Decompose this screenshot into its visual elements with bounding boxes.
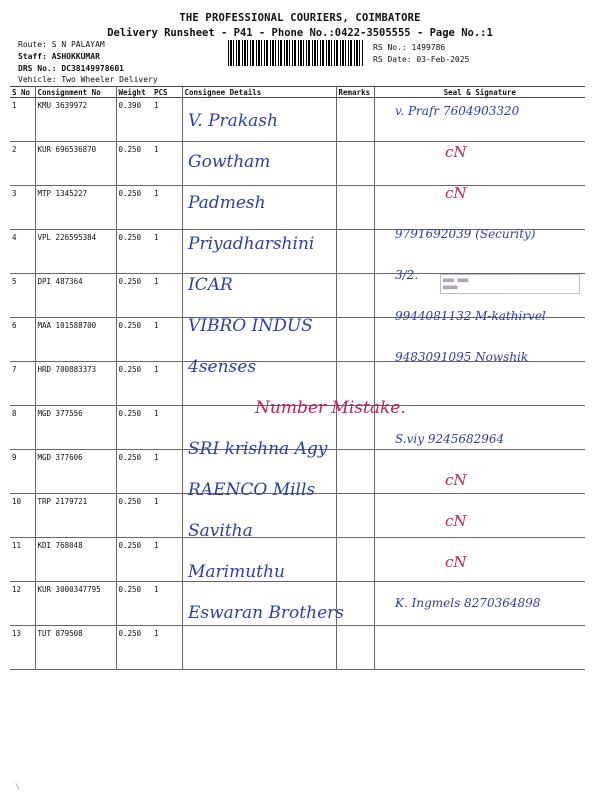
cell-consignment: MTP 1345227	[35, 186, 116, 230]
cell-pcs: 1	[152, 142, 182, 186]
cell-seal	[374, 494, 585, 538]
cell-pcs: 1	[152, 186, 182, 230]
runsheet-table	[10, 86, 585, 670]
cell-sno: 1	[10, 98, 35, 142]
vehicle-text: Vehicle: Two Wheeler Delivery	[18, 75, 158, 84]
corner-mark: \	[15, 782, 20, 791]
cell-sno: 3	[10, 186, 35, 230]
rs-date-text: RS Date: 03-Feb-2025	[373, 55, 470, 64]
handwritten-consignee: ICAR	[188, 275, 233, 295]
cell-pcs: 1	[152, 98, 182, 142]
cell-pcs: 1	[152, 230, 182, 274]
cell-remarks	[336, 626, 374, 670]
col-consignment: Consignment No	[35, 87, 116, 98]
cell-pcs: 1	[152, 274, 182, 318]
cell-pcs: 1	[152, 318, 182, 362]
cell-weight: 0.250	[116, 582, 152, 626]
handwritten-signature: cN	[445, 184, 467, 202]
cell-sno: 8	[10, 406, 35, 450]
cell-sno: 2	[10, 142, 35, 186]
table-row	[10, 538, 585, 582]
handwritten-signature: cN	[445, 512, 467, 530]
cell-sno: 12	[10, 582, 35, 626]
cell-consignment: HRD 700883373	[35, 362, 116, 406]
handwritten-signature: 3/2.	[395, 268, 419, 282]
cell-remarks	[336, 450, 374, 494]
cell-weight: 0.250	[116, 450, 152, 494]
cell-consignment: DPI 487364	[35, 274, 116, 318]
runsheet-title: THE PROFESSIONAL COURIERS, COIMBATORE	[179, 12, 421, 24]
cell-consignment: TRP 2179721	[35, 494, 116, 538]
cell-weight: 0.250	[116, 538, 152, 582]
handwritten-signature: 9791692039 (Security)	[395, 227, 536, 241]
col-remarks: Remarks	[336, 87, 374, 98]
handwritten-consignee: RAENCO Mills	[188, 480, 316, 500]
staff-text: Staff: ASHOKKUMAR	[18, 52, 100, 61]
col-weight: Weight	[116, 87, 152, 98]
handwritten-signature: v. Prafr 7604903320	[395, 104, 520, 118]
cell-consignment: TUT 879508	[35, 626, 116, 670]
handwritten-consignee: 4senses	[188, 357, 257, 377]
handwritten-signature: K. Ingmels 8270364898	[395, 596, 541, 610]
seal-stamp: ■■■ ■■■ ■■■■	[440, 274, 580, 304]
table-row	[10, 142, 585, 186]
barcode-image	[228, 40, 363, 66]
cell-weight: 0.250	[116, 362, 152, 406]
cell-weight: 0.250	[116, 626, 152, 670]
cell-remarks	[336, 494, 374, 538]
cell-remarks	[336, 230, 374, 274]
handwritten-consignee: Marimuthu	[188, 562, 285, 582]
cell-consignment: VPL 226595384	[35, 230, 116, 274]
runsheet-subtitle: Delivery Runsheet - P41 - Phone No.:0422-3505555 - Page No.:1	[107, 27, 493, 39]
cell-consignment: KUR 3000347795	[35, 582, 116, 626]
cell-pcs: 1	[152, 450, 182, 494]
handwritten-signature: 9944081132 M-kathirvel	[395, 309, 546, 323]
cell-weight: 0.250	[116, 230, 152, 274]
cell-sno: 10	[10, 494, 35, 538]
cell-consignment: MGD 377556	[35, 406, 116, 450]
cell-consignment: MAA 101588700	[35, 318, 116, 362]
cell-sno: 4	[10, 230, 35, 274]
cell-weight: 0.250	[116, 274, 152, 318]
handwritten-consignee: V. Prakash	[188, 111, 278, 131]
cell-remarks	[336, 186, 374, 230]
cell-pcs: 1	[152, 362, 182, 406]
cell-weight: 0.250	[116, 318, 152, 362]
handwritten-consignee: Eswaran Brothers	[188, 603, 344, 623]
handwritten-signature: cN	[445, 143, 467, 161]
handwritten-consignee: Number Mistake.	[255, 398, 406, 418]
handwritten-consignee: SRI krishna Agy	[188, 439, 328, 459]
cell-weight: 0.250	[116, 186, 152, 230]
handwritten-consignee: Gowtham	[188, 152, 271, 172]
cell-remarks	[336, 538, 374, 582]
col-seal: Seal & Signature	[374, 87, 585, 98]
drs-text: DRS No.: DC38149978601	[18, 64, 124, 73]
handwritten-signature: 9483091095 Nowshik	[395, 350, 529, 364]
cell-sno: 9	[10, 450, 35, 494]
cell-pcs: 1	[152, 626, 182, 670]
handwritten-consignee: VIBRO INDUS	[188, 316, 313, 336]
cell-remarks	[336, 274, 374, 318]
cell-seal	[374, 538, 585, 582]
handwritten-consignee: Padmesh	[188, 193, 266, 213]
cell-consignee	[182, 626, 336, 670]
cell-consignment: KMU 3639972	[35, 98, 116, 142]
table-row	[10, 626, 585, 670]
cell-remarks	[336, 142, 374, 186]
rs-no-text: RS No.: 1499786	[373, 43, 446, 52]
col-consignee: Consignee Details	[182, 87, 336, 98]
cell-sno: 6	[10, 318, 35, 362]
table-row	[10, 494, 585, 538]
table-header-row	[10, 87, 585, 98]
handwritten-signature: cN	[445, 471, 467, 489]
cell-consignment: KDI 768048	[35, 538, 116, 582]
cell-seal	[374, 142, 585, 186]
cell-pcs: 1	[152, 406, 182, 450]
cell-sno: 7	[10, 362, 35, 406]
col-pcs: PCS	[152, 87, 182, 98]
col-sno: S No	[10, 87, 35, 98]
cell-sno: 13	[10, 626, 35, 670]
cell-weight: 0.250	[116, 406, 152, 450]
cell-weight: 0.250	[116, 494, 152, 538]
cell-seal	[374, 626, 585, 670]
handwritten-consignee: Priyadharshini	[188, 234, 315, 254]
route-text: Route: S N PALAYAM	[18, 40, 105, 49]
cell-remarks	[336, 98, 374, 142]
table-row	[10, 186, 585, 230]
cell-weight: 0.250	[116, 142, 152, 186]
cell-seal	[374, 186, 585, 230]
cell-consignment: MGD 377606	[35, 450, 116, 494]
cell-remarks	[336, 318, 374, 362]
cell-seal	[374, 450, 585, 494]
handwritten-signature: S.viy 9245682964	[395, 432, 505, 446]
handwritten-consignee: Savitha	[188, 521, 253, 541]
handwritten-signature: cN	[445, 553, 467, 571]
cell-sno: 11	[10, 538, 35, 582]
cell-pcs: 1	[152, 582, 182, 626]
cell-consignment: KUR 696536870	[35, 142, 116, 186]
cell-sno: 5	[10, 274, 35, 318]
cell-weight: 0.390	[116, 98, 152, 142]
cell-pcs: 1	[152, 494, 182, 538]
cell-pcs: 1	[152, 538, 182, 582]
